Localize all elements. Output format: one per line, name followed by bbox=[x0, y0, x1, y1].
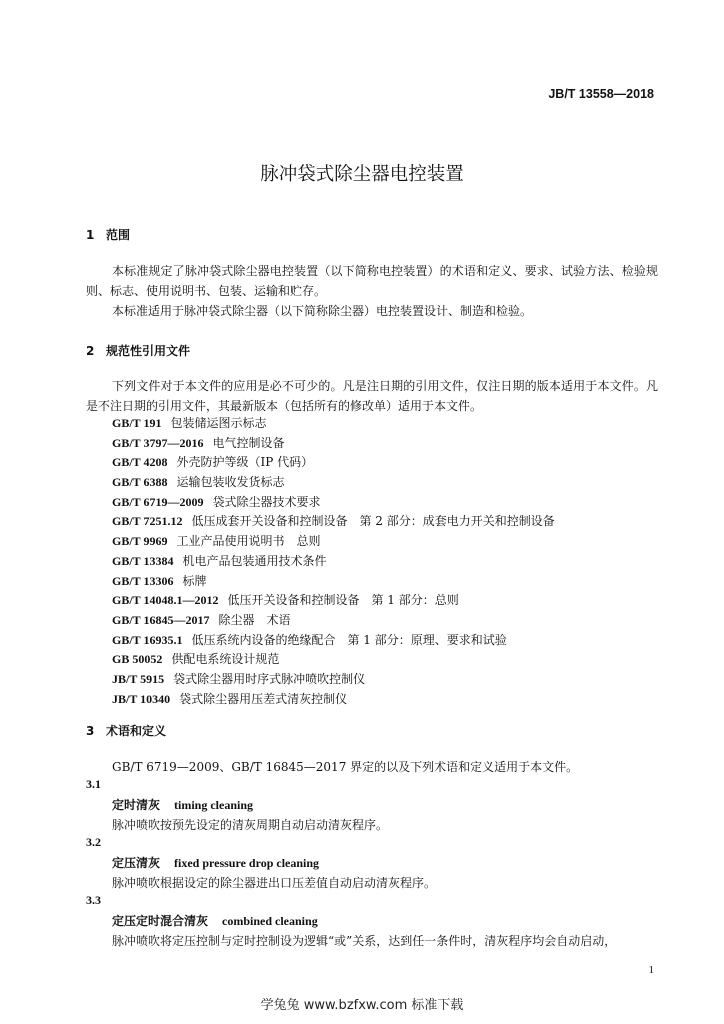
reference-code: GB 50052 bbox=[112, 652, 163, 667]
reference-item bbox=[112, 611, 555, 631]
reference-title: 机电产品包装通用技术条件 bbox=[182, 553, 327, 568]
section-title: 术语和定义 bbox=[106, 724, 167, 738]
reference-item bbox=[112, 650, 555, 670]
section-title: 范围 bbox=[106, 228, 131, 242]
page-number: 1 bbox=[648, 964, 654, 976]
section-3-heading bbox=[86, 722, 166, 739]
reference-code: GB/T 6388 bbox=[112, 475, 168, 490]
term-name-zh: 定压定时混合清灰 bbox=[112, 914, 209, 928]
reference-title: 除尘器 术语 bbox=[218, 612, 291, 627]
term-number: 3.1 bbox=[86, 777, 101, 791]
reference-code: JB/T 5915 bbox=[112, 671, 165, 686]
reference-item bbox=[112, 631, 555, 651]
reference-item bbox=[112, 493, 555, 513]
standard-code: JB/T 13558—2018 bbox=[548, 87, 654, 101]
reference-code: GB/T 7251.12 bbox=[112, 514, 183, 529]
section-number: 3 bbox=[86, 724, 95, 738]
reference-title: 供配电系统设计规范 bbox=[171, 652, 280, 667]
reference-list bbox=[112, 414, 555, 709]
reference-title: 低压系统内设备的绝缘配合 第 1 部分：原理、要求和试验 bbox=[191, 632, 507, 647]
reference-title: 低压成套开关设备和控制设备 第 2 部分：成套电力开关和控制设备 bbox=[191, 514, 555, 529]
reference-code: JB/T 10340 bbox=[112, 691, 171, 706]
reference-code: GB/T 16935.1 bbox=[112, 632, 183, 647]
term-name bbox=[112, 912, 318, 929]
paragraph: 本标准规定了脉冲袋式除尘器电控装置（以下简称电控装置）的术语和定义、要求、试验方法、检验规则、标志、使用说明书、包装、运输和贮存。 bbox=[86, 264, 658, 298]
reference-code: GB/T 191 bbox=[112, 416, 162, 430]
reference-item bbox=[112, 453, 555, 473]
reference-item bbox=[112, 670, 555, 690]
term-name bbox=[112, 796, 253, 813]
reference-code: GB/T 13384 bbox=[112, 553, 174, 568]
reference-item bbox=[112, 690, 555, 710]
reference-title: 袋式除尘器技术要求 bbox=[212, 494, 321, 509]
term-definition: 脉冲喷吹按预先设定的清灰周期自动启动清灰程序。 bbox=[112, 818, 389, 832]
reference-code: GB/T 4208 bbox=[112, 455, 168, 470]
watermark-text: 学兔兔 www.bzfxw.com 标准下载 bbox=[260, 998, 464, 1013]
reference-code: GB/T 13306 bbox=[112, 573, 174, 588]
term-name-en: combined cleaning bbox=[222, 914, 318, 928]
reference-code: GB/T 6719—2009 bbox=[112, 494, 204, 509]
reference-item bbox=[112, 414, 555, 434]
term-definition: 脉冲喷吹根据设定的除尘器进出口压差值自动启动清灰程序。 bbox=[112, 876, 437, 890]
reference-item bbox=[112, 552, 555, 572]
section-number: 2 bbox=[86, 344, 95, 358]
reference-title: 外壳防护等级（IP 代码） bbox=[176, 455, 314, 470]
reference-item bbox=[112, 434, 555, 454]
reference-title: 低压开关设备和控制设备 第 1 部分：总则 bbox=[227, 593, 459, 608]
reference-item bbox=[112, 473, 555, 493]
term-number: 3.3 bbox=[86, 893, 101, 907]
reference-title: 袋式除尘器用压差式清灰控制仪 bbox=[179, 691, 348, 706]
term-name-en: fixed pressure drop cleaning bbox=[174, 856, 320, 870]
section-2-heading bbox=[86, 342, 190, 359]
section-1-heading bbox=[86, 226, 130, 243]
paragraph: 下列文件对于本文件的应用是必不可少的。凡是注日期的引用文件，仅注日期的版本适用于本文件。凡是不注日期的引用文件，其最新版本（包括所有的修改单）适用于本文件。 bbox=[86, 379, 658, 413]
section-title: 规范性引用文件 bbox=[106, 344, 191, 358]
reference-code: GB/T 9969 bbox=[112, 534, 168, 549]
reference-item bbox=[112, 572, 555, 592]
reference-title: 包装储运图示标志 bbox=[170, 416, 267, 430]
reference-title: 运输包装收发货标志 bbox=[176, 475, 285, 490]
term-name-en: timing cleaning bbox=[174, 798, 254, 812]
reference-item bbox=[112, 591, 555, 611]
paragraph: GB/T 6719—2009、GB/T 16845—2017 界定的以及下列术语和定义适用于本文件。 bbox=[112, 760, 579, 774]
reference-title: 标牌 bbox=[182, 573, 207, 588]
reference-code: GB/T 3797—2016 bbox=[112, 435, 204, 450]
term-name-zh: 定压清灰 bbox=[112, 856, 161, 870]
section-number: 1 bbox=[86, 228, 95, 242]
reference-title: 电气控制设备 bbox=[212, 435, 285, 450]
reference-item bbox=[112, 532, 555, 552]
document-title: 脉冲袋式除尘器电控装置 bbox=[260, 164, 464, 185]
reference-item bbox=[112, 512, 555, 532]
paragraph: 本标准适用于脉冲袋式除尘器（以下简称除尘器）电控装置设计、制造和检验。 bbox=[112, 304, 533, 318]
term-name bbox=[112, 854, 319, 871]
reference-code: GB/T 14048.1—2012 bbox=[112, 593, 219, 608]
term-name-zh: 定时清灰 bbox=[112, 798, 161, 812]
reference-code: GB/T 16845—2017 bbox=[112, 612, 210, 627]
reference-title: 袋式除尘器用时序式脉冲喷吹控制仪 bbox=[173, 671, 366, 686]
term-number: 3.2 bbox=[86, 835, 101, 849]
reference-title: 工业产品使用说明书 总则 bbox=[176, 534, 321, 549]
term-definition: 脉冲喷吹将定压控制与定时控制设为逻辑“或”关系，达到任一条件时，清灰程序均会自动启动， bbox=[112, 934, 617, 948]
